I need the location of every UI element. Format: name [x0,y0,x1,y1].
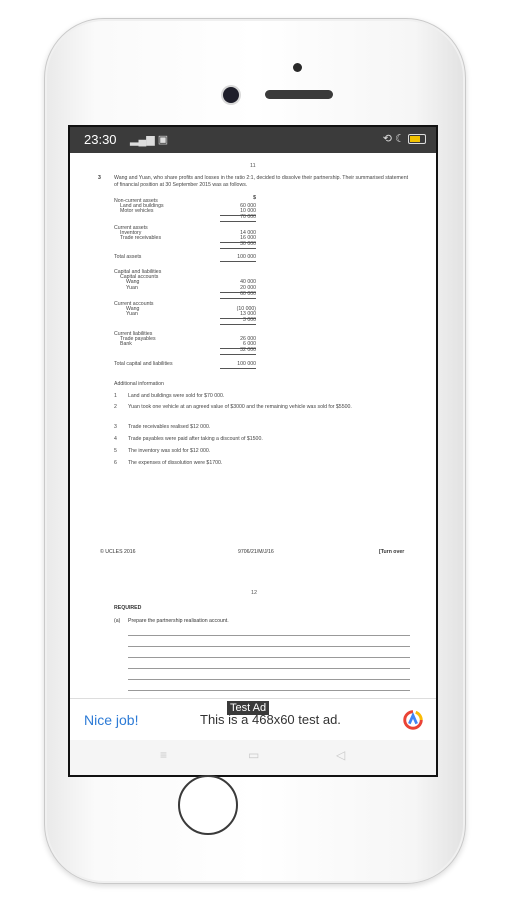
rotate-night-icons: ⟲ ☾ [382,133,405,145]
note-number: 2 [114,404,117,410]
statement-value: 30 000 [220,241,256,249]
statement-value: 20 000 [220,285,256,293]
page-number: 11 [250,163,256,169]
page-number-2: 12 [251,590,258,596]
sensor-dot [293,63,302,72]
status-right-icons [383,132,426,145]
question-intro: Wang and Yuan, who share profits and losses in the ratio 2:1, decided to dissolve their partnership. Their summarised statement of financial position at 30 September 2015 was as follows. [114,175,409,188]
statement-value: 40 000 [240,279,256,285]
statement-value: 70 000 [220,214,256,222]
required-heading: REQUIRED [114,605,142,611]
statement-value: 14 000 [240,230,256,236]
statement-label: Wang [126,306,140,312]
answer-line [128,690,410,691]
part-a-text: Prepare the partnership realisation account. [128,618,229,624]
statement-label: Yuan [126,311,138,317]
answer-line [128,668,410,669]
statement-value: 3 000 [220,317,256,325]
footer-copyright: © UCLES 2016 [100,549,136,555]
earpiece-speaker [265,90,333,99]
note-number: 3 [114,424,117,430]
statement-value: 13 000 [220,311,256,319]
menu-icon[interactable]: ≡ [160,748,168,762]
answer-line [128,657,410,658]
ad-text[interactable]: This is a 468x60 test ad. [200,712,341,727]
ad-banner[interactable] [70,698,436,741]
statement-value: 6 000 [220,341,256,349]
note-text: Trade payables were paid after taking a discount of $1500. [128,436,263,442]
statement-value: 32 000 [220,347,256,355]
statement-value: 60 000 [220,291,256,299]
note-text: Yuan took one vehicle at an agreed value of $3000 and the remaining vehicle was sold for $5500. [128,404,352,410]
statement-label: Trade payables [120,336,156,342]
home-icon[interactable]: ▭ [248,748,260,762]
note-text: Land and buildings were sold for $70 000. [128,393,225,399]
statement-label: Capital and liabilities [114,269,162,275]
currency-header: $ [253,195,256,201]
battery-icon [408,134,426,144]
battery-level [410,136,420,142]
home-button[interactable] [178,775,238,835]
signal-icon: ▂▄▆ ▣ [130,134,169,146]
statement-label: Total capital and liabilities [114,361,173,367]
statement-label: Trade receivables [120,235,162,241]
statement-label: Land and buildings [120,203,164,209]
status-time: 23:30 [84,132,117,147]
note-text: The expenses of dissolution were $1700. [128,460,223,466]
note-number: 4 [114,436,117,442]
statement-label: Yuan [126,285,138,291]
front-camera [223,87,239,103]
statement-value: 60 000 [240,203,256,209]
note-number: 5 [114,448,117,454]
statement-label: Non-current assets [114,198,158,204]
statement-value: 100 000 [220,254,256,262]
part-a-label: (a) [114,618,121,624]
statement-label: Capital accounts [120,274,159,280]
statement-label: Wang [126,279,140,285]
statement-value: 16 000 [220,235,256,243]
statement-value: 100 000 [220,361,256,369]
note-text: The inventory was sold for $12 000. [128,448,211,454]
ad-tag: Test Ad [227,701,269,715]
document-page[interactable] [70,153,436,698]
ad-headline[interactable]: Nice job! [84,712,139,728]
statement-value: 26 000 [240,336,256,342]
statement-value: 10 000 [220,208,256,216]
question-number: 3 [98,175,101,181]
answer-line [128,679,410,680]
footer-code: 9706/21/M/J/16 [238,549,274,555]
statement-label: Current accounts [114,301,154,307]
answer-line [128,635,410,636]
status-bar [70,127,436,153]
statement-label: Bank [120,341,132,347]
phone-screen [68,125,438,777]
note-number: 1 [114,393,117,399]
statement-label: Inventory [120,230,142,236]
statement-value: (10 000) [236,306,256,312]
statement-label: Motor vehicles [120,208,154,214]
back-icon[interactable]: ◁ [336,748,346,762]
answer-line [128,646,410,647]
additional-info-heading: Additional information [114,381,164,387]
statement-label: Total assets [114,254,142,260]
statement-label: Current liabilities [114,331,153,337]
note-text: Trade receivables realised $12 000. [128,424,211,430]
ad-choices-icon[interactable] [402,709,424,731]
note-number: 6 [114,460,117,466]
statement-label: Current assets [114,225,148,231]
navigation-bar [70,740,436,775]
footer-turn-over: [Turn over [379,549,405,555]
